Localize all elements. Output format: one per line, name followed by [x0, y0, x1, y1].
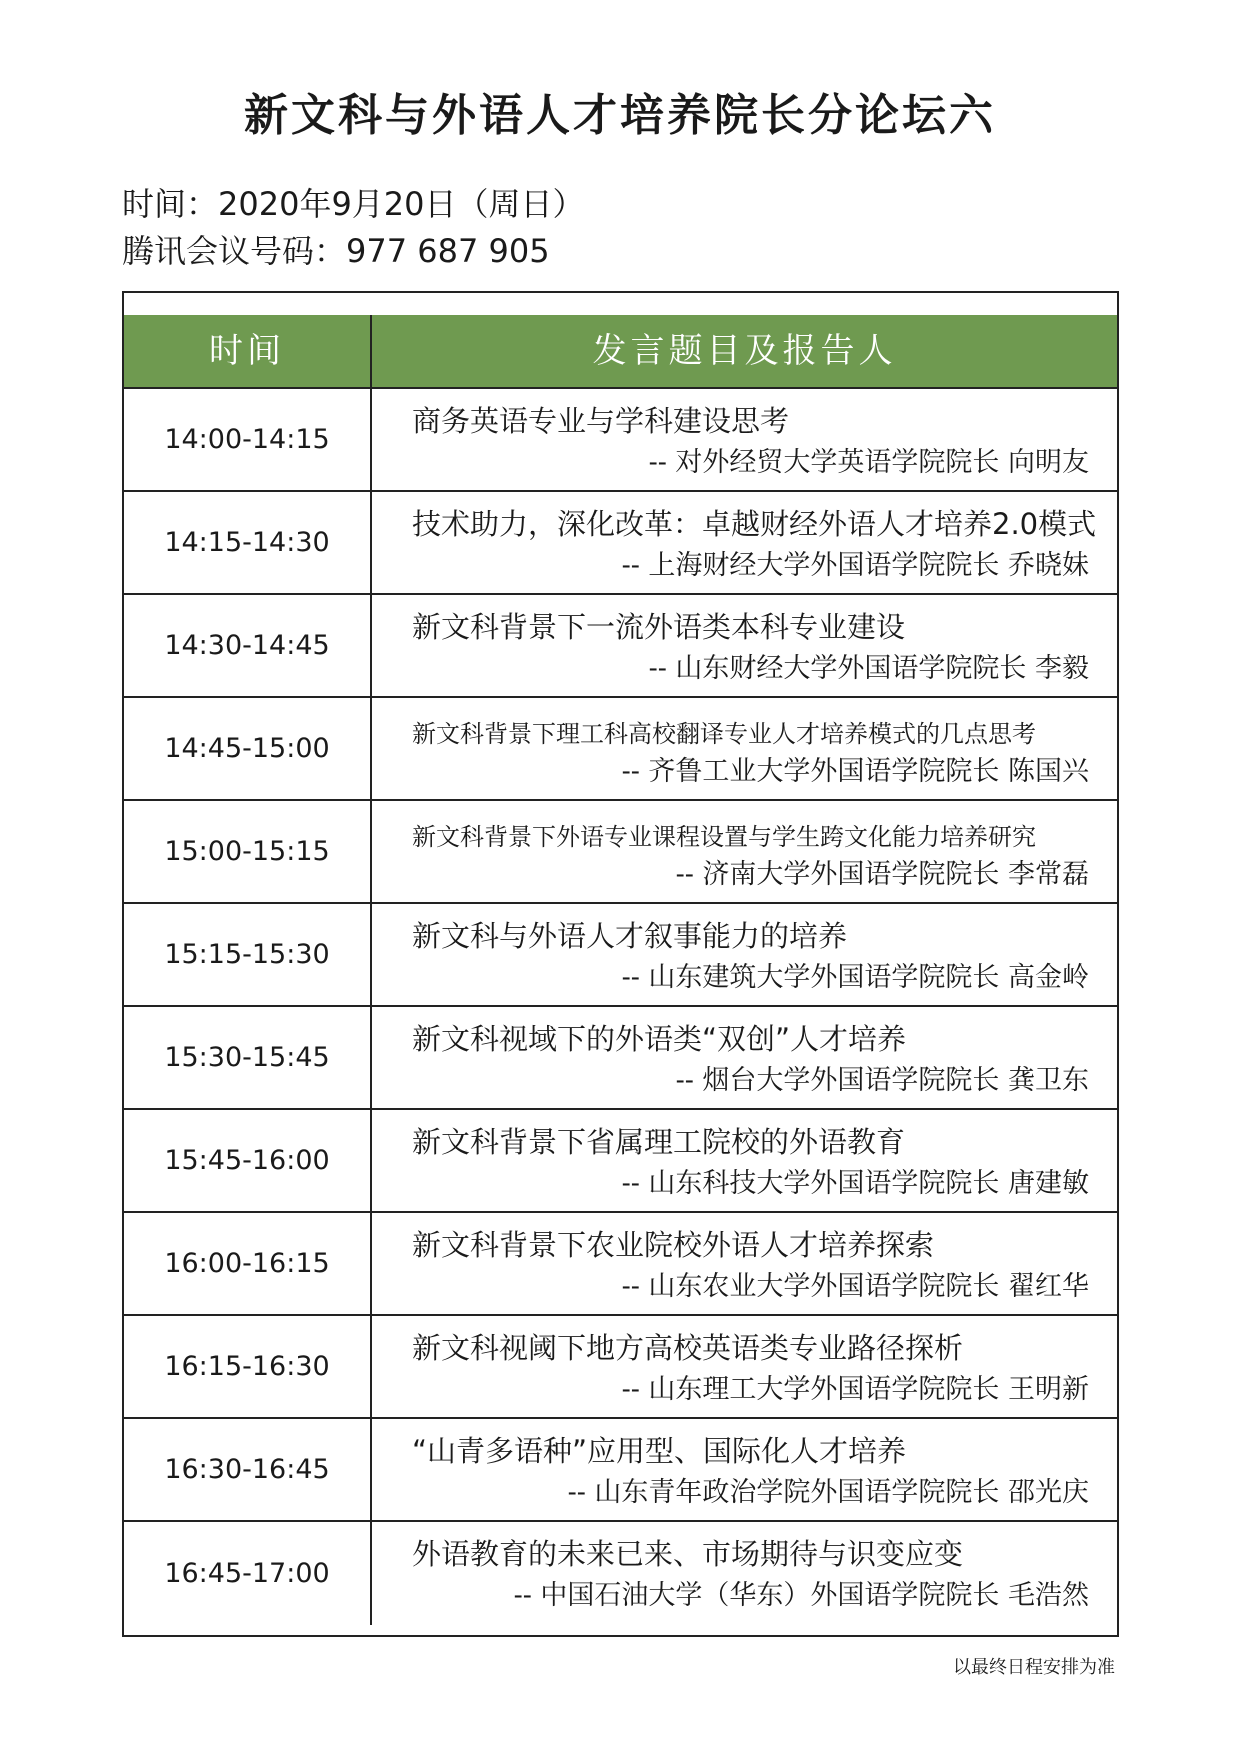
- talk-cell: [372, 1110, 1117, 1211]
- table-row: [124, 492, 1117, 595]
- talk-cell: [372, 1007, 1117, 1108]
- talk-title: 商务英语专业与学科建设思考: [412, 404, 790, 438]
- table-header: [124, 315, 1117, 389]
- meeting-number: 腾讯会议号码：977 687 905: [122, 232, 550, 270]
- talk-title: 新文科背景下一流外语类本科专业建设: [412, 610, 906, 644]
- talk-title: 外语教育的未来已来、市场期待与识变应变: [412, 1537, 964, 1571]
- time-slot: 15:45-16:00: [124, 1110, 372, 1211]
- time-slot: 16:45-17:00: [124, 1522, 372, 1625]
- speaker: -- 山东建筑大学外国语学院院长 高金岭: [621, 962, 1089, 993]
- table-row: [124, 1110, 1117, 1213]
- speaker: -- 山东理工大学外国语学院院长 王明新: [621, 1374, 1089, 1405]
- talk-title: 新文科背景下外语专业课程设置与学生跨文化能力培养研究: [412, 823, 1036, 851]
- talk-title: “山青多语种”应用型、国际化人才培养: [412, 1434, 907, 1468]
- table-row: [124, 698, 1117, 801]
- time-slot: 16:15-16:30: [124, 1316, 372, 1417]
- talk-cell: [372, 1316, 1117, 1417]
- time-slot: 14:00-14:15: [124, 389, 372, 490]
- header-time: 时间: [124, 315, 372, 387]
- speaker: -- 中国石油大学（华东）外国语学院院长 毛浩然: [513, 1580, 1089, 1611]
- event-date: 时间：2020年9月20日（周日）: [122, 185, 585, 223]
- speaker: -- 山东青年政治学院外国语学院院长 邵光庆: [567, 1477, 1089, 1508]
- table-row: [124, 1419, 1117, 1522]
- talk-cell: [372, 1213, 1117, 1314]
- talk-title: 新文科背景下农业院校外语人才培养探索: [412, 1228, 935, 1262]
- time-slot: 15:30-15:45: [124, 1007, 372, 1108]
- page-title: 新文科与外语人才培养院长分论坛六: [244, 90, 996, 141]
- table-row: [124, 1213, 1117, 1316]
- speaker: -- 山东科技大学外国语学院院长 唐建敏: [621, 1168, 1089, 1199]
- schedule-table: [122, 291, 1119, 1637]
- talk-cell: [372, 389, 1117, 490]
- talk-cell: [372, 698, 1117, 799]
- time-slot: 16:30-16:45: [124, 1419, 372, 1520]
- table-row: [124, 1522, 1117, 1625]
- speaker: -- 山东农业大学外国语学院院长 翟红华: [621, 1271, 1089, 1302]
- talk-title: 新文科视域下的外语类“双创”人才培养: [412, 1022, 907, 1056]
- talk-cell: [372, 595, 1117, 696]
- talk-title: 新文科视阈下地方高校英语类专业路径探析: [412, 1331, 964, 1365]
- speaker: -- 上海财经大学外国语学院院长 乔晓妹: [621, 550, 1089, 581]
- speaker: -- 对外经贸大学英语学院院长 向明友: [648, 447, 1089, 478]
- speaker: -- 烟台大学外国语学院院长 龚卫东: [675, 1065, 1089, 1096]
- talk-title: 新文科与外语人才叙事能力的培养: [412, 919, 848, 953]
- table-body: [124, 389, 1117, 1625]
- time-slot: 16:00-16:15: [124, 1213, 372, 1314]
- time-slot: 14:30-14:45: [124, 595, 372, 696]
- speaker: -- 齐鲁工业大学外国语学院院长 陈国兴: [621, 756, 1089, 787]
- time-slot: 15:15-15:30: [124, 904, 372, 1005]
- talk-title: 新文科背景下省属理工院校的外语教育: [412, 1125, 906, 1159]
- table-row: [124, 801, 1117, 904]
- table-row: [124, 904, 1117, 1007]
- table-row: [124, 1316, 1117, 1419]
- talk-cell: [372, 904, 1117, 1005]
- header-topic: 发言题目及报告人: [592, 331, 897, 371]
- talk-cell: [372, 1522, 1117, 1625]
- talk-title: 新文科背景下理工科高校翻译专业人才培养模式的几点思考: [412, 720, 1036, 748]
- time-slot: 14:45-15:00: [124, 698, 372, 799]
- speaker: -- 济南大学外国语学院院长 李常磊: [675, 859, 1089, 890]
- talk-cell: [372, 492, 1117, 593]
- footer-note: 以最终日程安排为准: [953, 1657, 1115, 1678]
- table-row: [124, 595, 1117, 698]
- speaker: -- 山东财经大学外国语学院院长 李毅: [648, 653, 1089, 684]
- time-slot: 14:15-14:30: [124, 492, 372, 593]
- talk-cell: [372, 1419, 1117, 1520]
- time-slot: 15:00-15:15: [124, 801, 372, 902]
- table-row: [124, 1007, 1117, 1110]
- talk-cell: [372, 801, 1117, 902]
- talk-title: 技术助力，深化改革：卓越财经外语人才培养2.0模式: [412, 507, 1097, 541]
- table-row: [124, 389, 1117, 492]
